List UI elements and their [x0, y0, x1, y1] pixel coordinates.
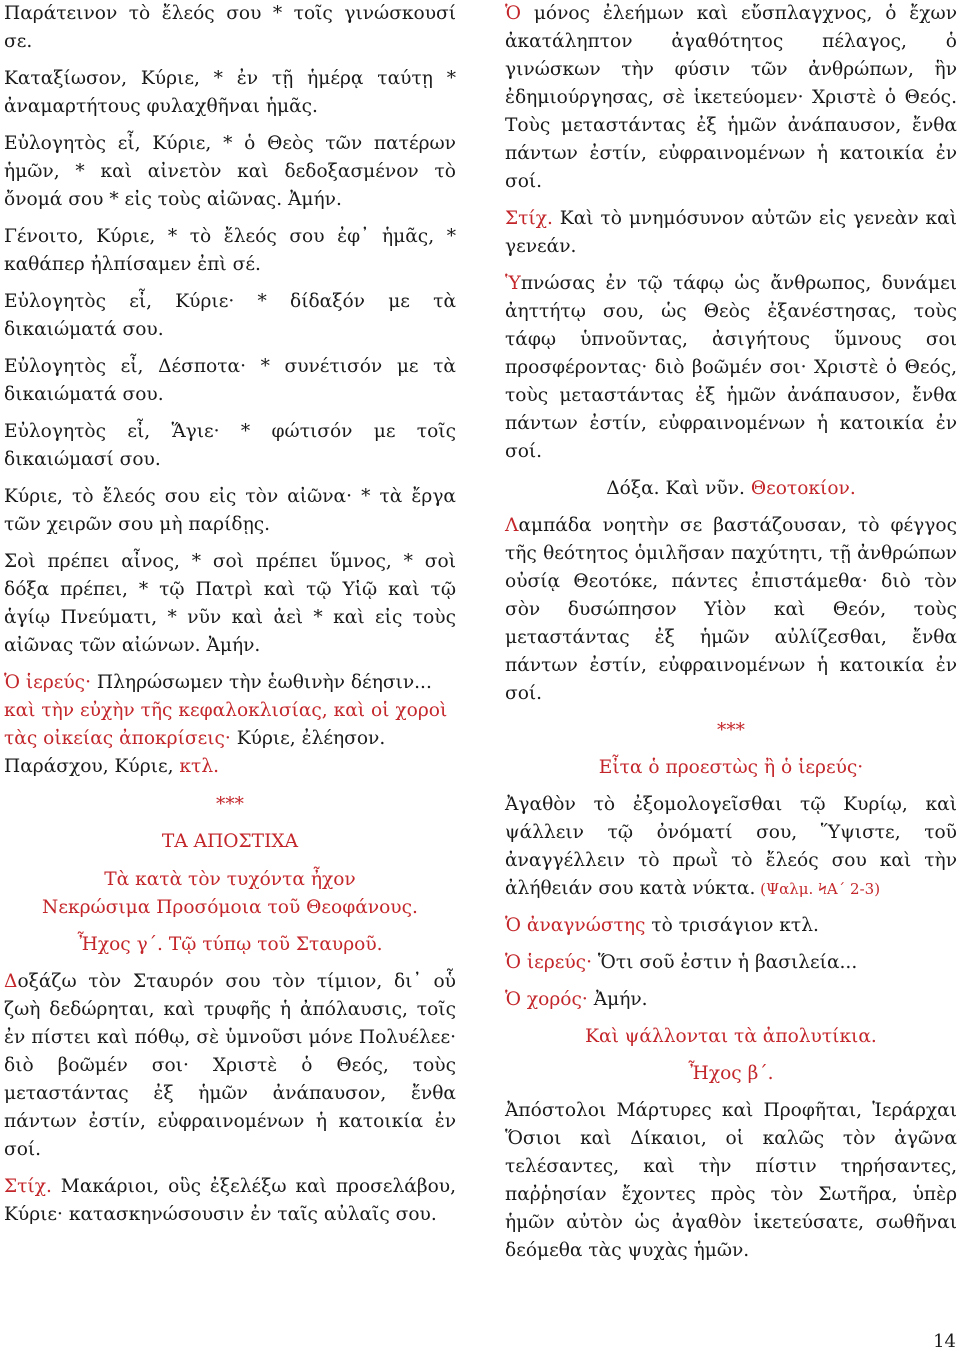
theotokion-text: αμπάδα νοητὴν σε βαστάζουσαν, τὸ φέγγος τῆς θεότητος ὁμιλῆσαν παχύτητι, τῇ ἀνθρώπων οὐσίᾳ Θεοτόκε, πάντες ἐπιστάμεθα· διὸ τὸν σὸν δυσώπησον Υἱὸν καὶ Θεόν, τοὺς μεταστάντας ἐξ ἡμῶν αὐλίζεσθαι, ἔνθα πάντων ἐστίν, εὐφραινομένων ἡ κατοικία ἐν σοί.	[505, 515, 957, 704]
verse-4: Γένοιτο, Κύριε, * τὸ ἔλεός σου ἐφ᾽ ἡμᾶς, * καθάπερ ἠλπίσαμεν ἐπὶ σέ.	[4, 226, 456, 275]
verse-7: Εὐλογητὸς εἶ, Ἅγιε· * φώτισόν με τοῖς δικαιώμασί σου.	[4, 421, 456, 470]
tone-heading-2: Ἦχος β΄.	[688, 1063, 774, 1084]
section-stars: ***	[717, 720, 745, 741]
drop-initial: Ὑ	[505, 273, 521, 294]
verse-1: Παράτεινον τὸ ἔλεός σου * τοῖς γινώσκουσί σε.	[4, 3, 456, 52]
rubric-priest: Ὁ ἱερεύς·	[505, 952, 593, 973]
drop-initial: Ὁ	[505, 3, 521, 24]
right-column	[505, 0, 957, 1274]
rubric-reader: Ὁ ἀναγνώστης	[505, 915, 646, 936]
verse-2: Καταξίωσον, Κύριε, * ἐν τῇ ἡμέρᾳ ταύτῃ * ἀναμαρτήτους φυλαχθῆναι ἡμᾶς.	[4, 68, 456, 117]
rubric-priest: Ὁ ἱερεύς·	[4, 672, 92, 693]
reader-text: τὸ τρισάγιον κτλ.	[645, 915, 819, 936]
stichos-1-text: Μακάριοι, οὓς ἐξελέξω καὶ προσελάβου, Κύριε· κατασκηνώσουσιν ἐν ταῖς αὐλαῖς σου.	[4, 1176, 456, 1225]
stichos-2	[505, 205, 957, 261]
apolytikia-rubric: Καὶ ψάλλονται τὰ ἀπολυτίκια.	[585, 1026, 877, 1047]
verse-5: Εὐλογητὸς εἶ, Κύριε· * δίδαξόν με τὰ δικαιώματά σου.	[4, 291, 456, 340]
sticheron-3	[505, 270, 957, 466]
theotokion-label: Θεοτοκίον.	[744, 478, 856, 499]
drop-initial: Λ	[505, 515, 519, 536]
verse-6: Εὐλογητὸς εἶ, Δέσποτα· * συνέτισόν με τὰ δικαιώματά σου.	[4, 356, 456, 405]
response-text: Κύριε, ἐλέησον. Παράσχου, Κύριε,	[4, 728, 386, 777]
aposticha-subtitle	[4, 866, 456, 922]
aposticha-subtitle-line2: Νεκρώσιμα Προσόμοια τοῦ Θεοφάνους.	[42, 897, 418, 918]
stichos-label: Στίχ.	[4, 1176, 52, 1197]
psalm-reference: (Ψαλμ. ϞΑ΄ 2-3)	[755, 880, 881, 898]
verse-8: Κύριε, τὸ ἔλεός σου εἰς τὸν αἰῶνα· * τὰ ἔργα τῶν χειρῶν σου μὴ παρίδῃς.	[4, 486, 456, 535]
theotokion	[505, 512, 957, 708]
sticheron-3-text: πνώσας ἐν τῷ τάφῳ ὡς ἄνθρωπος, δυνάμει ἀηττήτῳ σου, ὡς Θεὸς ἐξανέστησας, τοὺς τάφῳ ὑπνοῦντας, ἀσιγήτους ὕμνους σοι προσφέροντας· διὸ βοῶμέν σοι· Χριστὲ ὁ Θεός, τοὺς μεταστάντας ἐξ ἡμῶν ἀνάπαυσον, ἔνθα πάντων ἐστίν, εὐφραινομένων ἡ κατοικία ἐν σοί.	[505, 273, 957, 462]
stichos-1	[4, 1173, 456, 1229]
doxa-text: Δόξα. Καὶ νῦν.	[606, 478, 745, 499]
sticheron-1	[4, 968, 456, 1164]
doxa-line	[505, 475, 957, 503]
apolytikion: Ἀπόστολοι Μάρτυρες καὶ Προφῆται, Ἱεράρχαι Ὅσιοι καὶ Δίκαιοι, οἱ καλῶς τὸν ἀγῶνα τελέσαντες, καὶ τὴν πίστιν τηρήσαντες, παῤῥησίαν ἔχοντες πρὸς τὸν Σωτῆρα, ὑπὲρ ἡμῶν αὐτὸν ὡς ἀγαθὸν ἱκετεύσατε, σωθῆναι δεόμεθα τὰς ψυχὰς ἡμῶν.	[505, 1100, 957, 1261]
choir-text: Ἀμήν.	[587, 989, 648, 1010]
rubric-etc: κτλ.	[173, 756, 220, 777]
doxology: Σοὶ πρέπει αἶνος, * σοὶ πρέπει ὕμνος, * σοὶ δόξα πρέπει, * τῷ Πατρὶ καὶ τῷ Υἱῷ καὶ τῷ ἁγίῳ Πνεύματι, * νῦν καὶ ἀεὶ * καὶ εἰς τοὺς αἰῶνας τῶν αἰώνων. Ἀμήν.	[4, 551, 456, 656]
sticheron-2-text: μόνος ἐλεήμων καὶ εὔσπλαγχνος, ὁ ἔχων ἀκατάληπτον ἀγαθότητος πέλαγος, ὁ γινώσκων τὴν φύσιν τῶν ἀνθρώπων, ἣν ἐδημιούργησας, σὲ ἱκετεύομεν· Χριστὲ ὁ Θεός. Τοὺς μεταστάντας ἐξ ἡμῶν ἀνάπαυσον, ἔνθα πάντων ἐστίν, εὐφραινομένων ἡ κατοικία ἐν σοί.	[505, 3, 957, 192]
reader-line	[505, 912, 957, 940]
litany-text: Πληρώσωμεν τὴν ἑωθινὴν δέησιν...	[91, 672, 432, 693]
sticheron-1-text: οξάζω τὸν Σταυρόν σου τὸν τίμιον, δι᾽ οὗ ζωὴ δεδώρηται, καὶ τρυφῆς ἡ ἀπόλαυσις, τοῖς ἐν πίστει καὶ πόθῳ, σὲ ὑμνοῦσι μόνε Πολυέλεε· διὸ βοῶμέν σοι· Χριστὲ ὁ Θεός, τοὺς μεταστάντας ἐξ ἡμῶν ἀνάπαυσον, ἔνθα πάντων ἐστίν, εὐφραινομένων ἡ κατοικία ἐν σοί.	[4, 971, 456, 1160]
priest-text: Ὅτι σοῦ ἐστιν ἡ βασιλεία...	[592, 952, 858, 973]
choir-line	[505, 986, 957, 1014]
aposticha-title: ΤΑ ΑΠΟΣΤΙΧΑ	[161, 831, 299, 852]
stichos-2-text: Καὶ τὸ μνημόσυνον αὐτῶν εἰς γενεὰν καὶ γενεάν.	[505, 208, 957, 257]
stichos-label: Στίχ.	[505, 208, 553, 229]
priest-litany	[4, 669, 456, 781]
priest-line	[505, 949, 957, 977]
rubric-choir: Ὁ χορός·	[505, 989, 588, 1010]
psalm-text: Ἀγαθὸν τὸ ἐξομολογεῖσθαι τῷ Κυρίῳ, καὶ ψάλλειν τῷ ὀνόματί σου, Ὕψιστε, τοῦ ἀναγγέλλειν τὸ πρωῒ τὸ ἔλεός σου καὶ τὴν ἀλήθειάν σου κατὰ νύκτα.	[505, 794, 957, 899]
rubric-then-priest: Εἶτα ὁ προεστὼς ἢ ὁ ἱερεύς·	[598, 757, 864, 778]
section-stars: ***	[216, 794, 244, 815]
psalm-verse	[505, 791, 957, 903]
verse-3: Εὐλογητὸς εἶ, Κύριε, * ὁ Θεὸς τῶν πατέρων ἡμῶν, * καὶ αἰνετὸν καὶ δεδοξασμένον τὸ ὄνομά σου * εἰς τοὺς αἰῶνας. Ἀμήν.	[4, 133, 456, 210]
aposticha-subtitle-line1: Τὰ κατὰ τὸν τυχόντα ἦχον	[104, 869, 356, 890]
sticheron-2	[505, 0, 957, 196]
tone-heading: Ἦχος γ΄. Τῷ τύπῳ τοῦ Σταυροῦ.	[77, 934, 383, 955]
rubric-headbowing: καὶ τὴν εὐχὴν τῆς κεφαλοκλισίας, καὶ οἱ χοροὶ τὰς οἰκείας ἀποκρίσεις·	[4, 700, 448, 749]
drop-initial: Δ	[4, 971, 18, 992]
page-number: 14	[933, 1331, 956, 1352]
left-column	[4, 0, 456, 1238]
